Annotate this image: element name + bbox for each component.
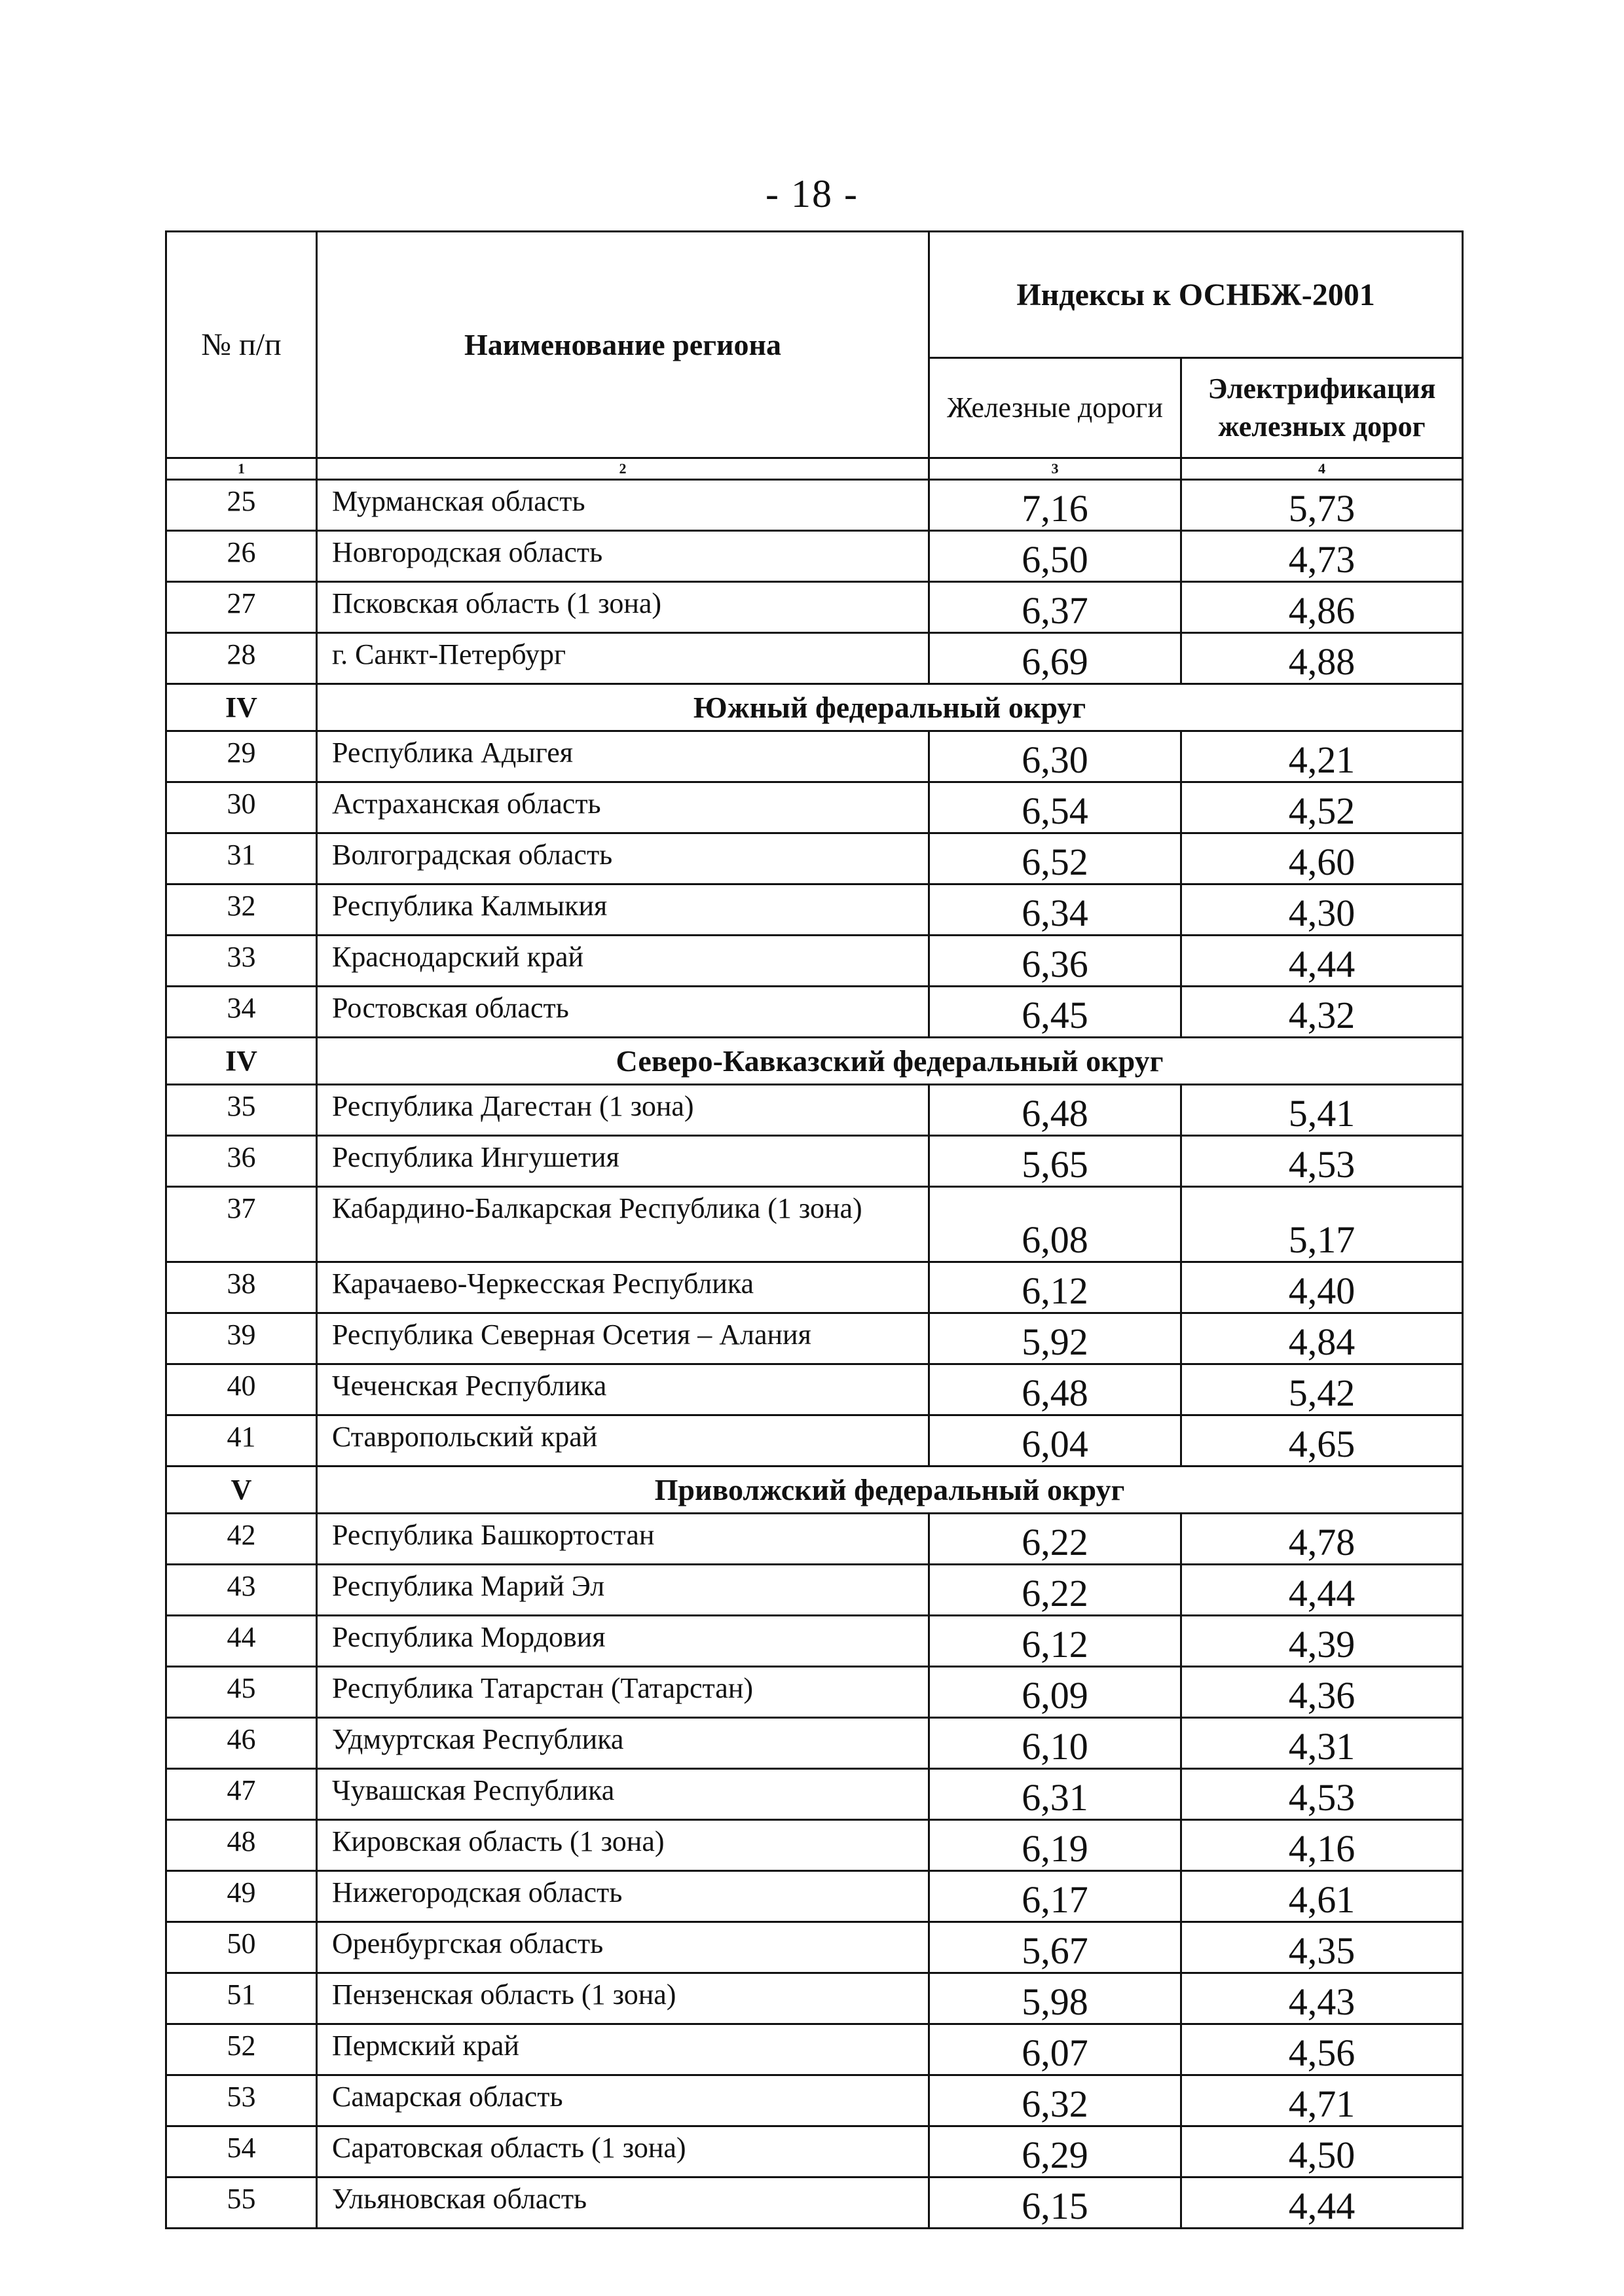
electrification-index: 4,40 xyxy=(1181,1262,1463,1313)
row-number: 33 xyxy=(166,936,317,987)
electrification-index: 4,16 xyxy=(1181,1820,1463,1871)
region-name: Самарская область xyxy=(317,2075,929,2126)
table-row xyxy=(166,1262,1463,1313)
table-row xyxy=(166,1364,1463,1415)
electrification-index: 4,71 xyxy=(1181,2075,1463,2126)
row-number: 40 xyxy=(166,1364,317,1415)
table-row xyxy=(166,1415,1463,1467)
region-name: Нижегородская область xyxy=(317,1871,929,1922)
railway-index: 5,65 xyxy=(929,1136,1181,1187)
railway-index: 6,17 xyxy=(929,1871,1181,1922)
electrification-index: 4,31 xyxy=(1181,1718,1463,1769)
section-title: Северо-Кавказский федеральный округ xyxy=(317,1038,1463,1085)
table-row xyxy=(166,2126,1463,2178)
regional-index-table xyxy=(165,230,1464,2229)
railway-index: 6,69 xyxy=(929,633,1181,684)
row-number: 49 xyxy=(166,1871,317,1922)
section-number: IV xyxy=(166,1038,317,1085)
row-number: 48 xyxy=(166,1820,317,1871)
railway-index: 6,22 xyxy=(929,1565,1181,1616)
row-number: 52 xyxy=(166,2024,317,2075)
table-row xyxy=(166,2075,1463,2126)
railway-index: 5,67 xyxy=(929,1922,1181,1973)
row-number: 37 xyxy=(166,1187,317,1262)
column-number: 2 xyxy=(317,458,929,480)
railway-index: 6,52 xyxy=(929,833,1181,884)
electrification-index: 5,17 xyxy=(1181,1187,1463,1262)
railway-index: 6,32 xyxy=(929,2075,1181,2126)
region-name: Саратовская область (1 зона) xyxy=(317,2126,929,2178)
column-number: 1 xyxy=(166,458,317,480)
region-name: Республика Северная Осетия – Алания xyxy=(317,1313,929,1364)
electrification-index: 5,41 xyxy=(1181,1085,1463,1136)
region-name: Мурманская область xyxy=(317,480,929,531)
section-row xyxy=(166,684,1463,731)
header-electrification: Электрификация железных дорог xyxy=(1181,358,1463,458)
railway-index: 5,92 xyxy=(929,1313,1181,1364)
electrification-index: 4,65 xyxy=(1181,1415,1463,1467)
table-row xyxy=(166,1667,1463,1718)
region-name: Ставропольский край xyxy=(317,1415,929,1467)
region-name: Республика Ингушетия xyxy=(317,1136,929,1187)
electrification-index: 4,56 xyxy=(1181,2024,1463,2075)
region-name: г. Санкт-Петербург xyxy=(317,633,929,684)
region-name: Республика Дагестан (1 зона) xyxy=(317,1085,929,1136)
row-number: 50 xyxy=(166,1922,317,1973)
row-number: 25 xyxy=(166,480,317,531)
region-name: Чеченская Республика xyxy=(317,1364,929,1415)
region-name: Кировская область (1 зона) xyxy=(317,1820,929,1871)
electrification-index: 4,86 xyxy=(1181,582,1463,633)
row-number: 29 xyxy=(166,731,317,782)
table-row xyxy=(166,531,1463,582)
railway-index: 6,12 xyxy=(929,1616,1181,1667)
table-body xyxy=(166,480,1463,2229)
row-number: 32 xyxy=(166,884,317,936)
header-region-name: Наименование региона xyxy=(317,232,929,458)
region-name: Удмуртская Республика xyxy=(317,1718,929,1769)
table-row xyxy=(166,884,1463,936)
railway-index: 6,29 xyxy=(929,2126,1181,2178)
railway-index: 6,10 xyxy=(929,1718,1181,1769)
row-number: 38 xyxy=(166,1262,317,1313)
region-name: Пензенская область (1 зона) xyxy=(317,1973,929,2024)
table-row xyxy=(166,1973,1463,2024)
electrification-index: 4,50 xyxy=(1181,2126,1463,2178)
table-row xyxy=(166,2024,1463,2075)
table-row xyxy=(166,582,1463,633)
electrification-index: 4,88 xyxy=(1181,633,1463,684)
region-name: Чувашская Республика xyxy=(317,1769,929,1820)
row-number: 34 xyxy=(166,987,317,1038)
header-index-group: Индексы к ОСНБЖ-2001 xyxy=(929,232,1463,358)
table-row xyxy=(166,480,1463,531)
railway-index: 6,07 xyxy=(929,2024,1181,2075)
railway-index: 6,15 xyxy=(929,2178,1181,2229)
table-row xyxy=(166,1922,1463,1973)
row-number: 42 xyxy=(166,1514,317,1565)
table-row xyxy=(166,936,1463,987)
row-number: 53 xyxy=(166,2075,317,2126)
railway-index: 6,30 xyxy=(929,731,1181,782)
railway-index: 6,48 xyxy=(929,1364,1181,1415)
row-number: 28 xyxy=(166,633,317,684)
region-name: Пермский край xyxy=(317,2024,929,2075)
railway-index: 6,22 xyxy=(929,1514,1181,1565)
region-name: Краснодарский край xyxy=(317,936,929,987)
table-row xyxy=(166,1820,1463,1871)
section-title: Приволжский федеральный округ xyxy=(317,1467,1463,1514)
section-number: V xyxy=(166,1467,317,1514)
railway-index: 6,36 xyxy=(929,936,1181,987)
region-name: Ростовская область xyxy=(317,987,929,1038)
row-number: 54 xyxy=(166,2126,317,2178)
row-number: 47 xyxy=(166,1769,317,1820)
railway-index: 6,54 xyxy=(929,782,1181,833)
electrification-index: 4,32 xyxy=(1181,987,1463,1038)
region-name: Республика Мордовия xyxy=(317,1616,929,1667)
electrification-index: 4,52 xyxy=(1181,782,1463,833)
table-row xyxy=(166,1187,1463,1262)
page-number: - 18 - xyxy=(766,172,858,215)
table-row xyxy=(166,1136,1463,1187)
row-number: 43 xyxy=(166,1565,317,1616)
railway-index: 6,50 xyxy=(929,531,1181,582)
electrification-index: 4,61 xyxy=(1181,1871,1463,1922)
railway-index: 6,45 xyxy=(929,987,1181,1038)
electrification-index: 4,35 xyxy=(1181,1922,1463,1973)
table-row xyxy=(166,987,1463,1038)
region-name: Республика Башкортостан xyxy=(317,1514,929,1565)
electrification-index: 4,78 xyxy=(1181,1514,1463,1565)
region-name: Республика Марий Эл xyxy=(317,1565,929,1616)
table-row xyxy=(166,633,1463,684)
railway-index: 6,48 xyxy=(929,1085,1181,1136)
electrification-index: 4,21 xyxy=(1181,731,1463,782)
section-row xyxy=(166,1467,1463,1514)
column-number: 3 xyxy=(929,458,1181,480)
electrification-index: 5,73 xyxy=(1181,480,1463,531)
electrification-index: 4,36 xyxy=(1181,1667,1463,1718)
electrification-index: 4,53 xyxy=(1181,1769,1463,1820)
table-row xyxy=(166,731,1463,782)
region-name: Республика Адыгея xyxy=(317,731,929,782)
column-number: 4 xyxy=(1181,458,1463,480)
row-number: 44 xyxy=(166,1616,317,1667)
railway-index: 6,04 xyxy=(929,1415,1181,1467)
railway-index: 6,19 xyxy=(929,1820,1181,1871)
row-number: 45 xyxy=(166,1667,317,1718)
region-name: Республика Татарстан (Татарстан) xyxy=(317,1667,929,1718)
railway-index: 6,09 xyxy=(929,1667,1181,1718)
railway-index: 6,31 xyxy=(929,1769,1181,1820)
electrification-index: 4,60 xyxy=(1181,833,1463,884)
railway-index: 6,37 xyxy=(929,582,1181,633)
table-row xyxy=(166,1514,1463,1565)
region-name: Астраханская область xyxy=(317,782,929,833)
region-name: Ульяновская область xyxy=(317,2178,929,2229)
electrification-index: 4,44 xyxy=(1181,936,1463,987)
region-name: Республика Калмыкия xyxy=(317,884,929,936)
row-number: 27 xyxy=(166,582,317,633)
table-row xyxy=(166,1718,1463,1769)
table-row xyxy=(166,2178,1463,2229)
row-number: 36 xyxy=(166,1136,317,1187)
table-row xyxy=(166,1616,1463,1667)
table-row xyxy=(166,1565,1463,1616)
railway-index: 6,08 xyxy=(929,1187,1181,1262)
section-title: Южный федеральный округ xyxy=(317,684,1463,731)
row-number: 55 xyxy=(166,2178,317,2229)
row-number: 35 xyxy=(166,1085,317,1136)
region-name: Псковская область (1 зона) xyxy=(317,582,929,633)
table-row xyxy=(166,1313,1463,1364)
electrification-index: 4,43 xyxy=(1181,1973,1463,2024)
electrification-index: 4,73 xyxy=(1181,531,1463,582)
region-name: Оренбургская область xyxy=(317,1922,929,1973)
table-row xyxy=(166,782,1463,833)
table-row xyxy=(166,833,1463,884)
region-name: Волгоградская область xyxy=(317,833,929,884)
row-number: 31 xyxy=(166,833,317,884)
railway-index: 6,12 xyxy=(929,1262,1181,1313)
railway-index: 7,16 xyxy=(929,480,1181,531)
electrification-index: 4,39 xyxy=(1181,1616,1463,1667)
row-number: 51 xyxy=(166,1973,317,2024)
electrification-index: 4,84 xyxy=(1181,1313,1463,1364)
railway-index: 6,34 xyxy=(929,884,1181,936)
region-name: Новгородская область xyxy=(317,531,929,582)
row-number: 26 xyxy=(166,531,317,582)
header-railways: Железные дороги xyxy=(929,358,1181,458)
electrification-index: 4,30 xyxy=(1181,884,1463,936)
table-row xyxy=(166,1085,1463,1136)
column-number-row xyxy=(166,458,1463,480)
table-row xyxy=(166,1871,1463,1922)
electrification-index: 4,53 xyxy=(1181,1136,1463,1187)
region-name: Карачаево-Черкесская Республика xyxy=(317,1262,929,1313)
electrification-index: 4,44 xyxy=(1181,2178,1463,2229)
section-row xyxy=(166,1038,1463,1085)
electrification-index: 5,42 xyxy=(1181,1364,1463,1415)
row-number: 41 xyxy=(166,1415,317,1467)
section-number: IV xyxy=(166,684,317,731)
row-number: 30 xyxy=(166,782,317,833)
row-number: 46 xyxy=(166,1718,317,1769)
table-row xyxy=(166,1769,1463,1820)
region-name: Кабардино-Балкарская Республика (1 зона) xyxy=(317,1187,929,1262)
electrification-index: 4,44 xyxy=(1181,1565,1463,1616)
row-number: 39 xyxy=(166,1313,317,1364)
railway-index: 5,98 xyxy=(929,1973,1181,2024)
header-row-number: № п/п xyxy=(166,232,317,458)
